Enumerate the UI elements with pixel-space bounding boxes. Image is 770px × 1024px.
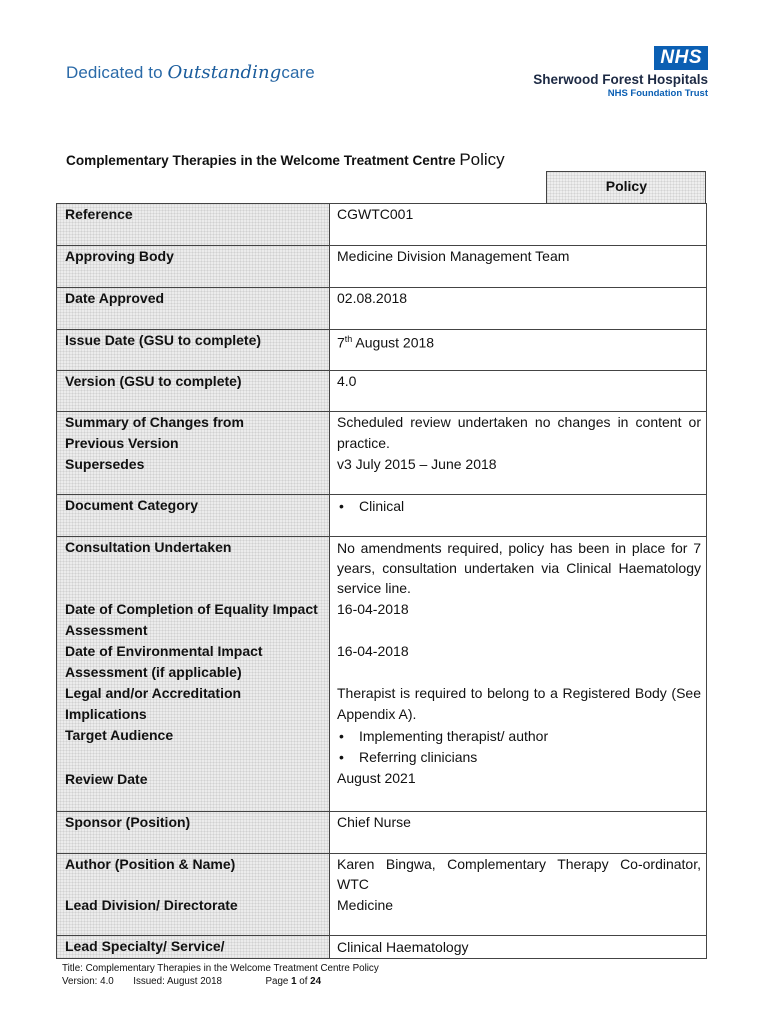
- label-supersedes: Supersedes: [65, 456, 145, 472]
- label-author: Author (Position & Name): [65, 856, 236, 872]
- label-lead-division: Lead Division/ Directorate: [65, 897, 238, 913]
- document-title-suffix: Policy: [459, 150, 505, 169]
- nhs-badge: NHS: [654, 46, 708, 70]
- value-review-date: August 2021: [337, 770, 416, 786]
- policy-details-table: [56, 203, 707, 959]
- label-summary-changes: [65, 412, 325, 475]
- value-equality-assessment: 16-04-2018: [337, 601, 409, 617]
- document-type-cell: Policy: [546, 171, 706, 203]
- value-lead-division: Medicine: [337, 897, 394, 913]
- footer-page-number: 1: [291, 976, 297, 987]
- tagline-highlight: Outstanding: [167, 62, 282, 83]
- page-footer: [62, 962, 379, 988]
- label-review-date: Review Date: [65, 771, 148, 787]
- label-consultation: Consultation Undertaken: [65, 539, 232, 555]
- value-legal-implications: Therapist is required to belong to a Registered Body (See Appendix A).: [337, 685, 701, 722]
- org-subtitle: NHS Foundation Trust: [607, 88, 708, 99]
- footer-page-of: of: [296, 976, 311, 987]
- footer-page-total: 24: [310, 976, 322, 987]
- footer-issued: Issued: August 2018: [133, 976, 223, 987]
- label-legal-implications: Legal and/or Accreditation Implications: [65, 685, 242, 722]
- footer-version: Version: 4.0: [62, 976, 114, 987]
- issue-day: 7: [337, 334, 345, 351]
- footer-title: Title: Complementary Therapies in the Welcome Treatment Centre Policy: [62, 963, 379, 974]
- value-lead-specialty: Clinical Haematology: [337, 939, 469, 955]
- value-author: Karen Bingwa, Complementary Therapy Co-ordinator, WTC: [337, 856, 701, 892]
- value-supersedes: v3 July 2015 – June 2018: [337, 456, 497, 472]
- label-issue-date: Issue Date (GSU to complete): [65, 332, 262, 348]
- audience-item: • Implementing therapist/ author: [337, 726, 701, 747]
- nhs-trust-logo: [533, 46, 708, 99]
- value-reference: CGWTC001: [337, 206, 414, 222]
- label-date-approved: Date Approved: [65, 290, 165, 306]
- value-document-category: • Clinical: [337, 496, 723, 516]
- tagline-suffix: care: [281, 63, 315, 82]
- label-approving-body: Approving Body: [65, 248, 174, 264]
- label-lead-specialty: Lead Specialty/ Service/: [65, 938, 225, 954]
- label-summary-line2: Previous Version: [65, 435, 179, 451]
- tagline-logo: [66, 62, 315, 83]
- issue-day-suffix: th: [344, 334, 353, 344]
- value-date-approved: 02.08.2018: [337, 290, 408, 306]
- label-equality-assessment: Date of Completion of Equality Impact Assessment: [65, 601, 318, 638]
- label-version: Version (GSU to complete): [65, 373, 242, 389]
- issue-month-year: August 2018: [352, 334, 435, 351]
- value-summary-changes: Scheduled review undertaken no changes in content or practice.: [337, 414, 701, 451]
- column-divider: [329, 204, 330, 958]
- value-consultation: No amendments required, policy has been in place for 7 years, consultation undertaken via Clinical Haematology service line.: [337, 540, 701, 596]
- value-version: 4.0: [337, 373, 357, 389]
- value-environmental-assessment: 16-04-2018: [337, 643, 409, 659]
- value-target-audience: [337, 726, 701, 768]
- label-document-category: Document Category: [65, 497, 199, 513]
- label-target-audience: Target Audience: [65, 727, 174, 743]
- label-reference: Reference: [65, 206, 133, 222]
- tagline-prefix: Dedicated to: [66, 63, 163, 82]
- label-summary-line1: Summary of Changes from: [65, 414, 244, 430]
- org-name: Sherwood Forest Hospitals: [533, 72, 708, 87]
- footer-meta: [62, 975, 379, 988]
- footer-page: [265, 976, 321, 987]
- document-title-text: Complementary Therapies in the Welcome Treatment Centre: [66, 153, 456, 168]
- label-sponsor: Sponsor (Position): [65, 814, 191, 830]
- label-environmental-assessment: Date of Environmental Impact Assessment (if applicable): [65, 643, 263, 680]
- value-approving-body: Medicine Division Management Team: [337, 248, 570, 264]
- audience-item: • Referring clinicians: [337, 747, 701, 768]
- value-sponsor: Chief Nurse: [337, 814, 411, 830]
- footer-page-prefix: Page: [265, 976, 292, 987]
- document-title: [66, 150, 505, 170]
- label-column-shading: [57, 204, 329, 958]
- value-issue-date: [337, 329, 701, 353]
